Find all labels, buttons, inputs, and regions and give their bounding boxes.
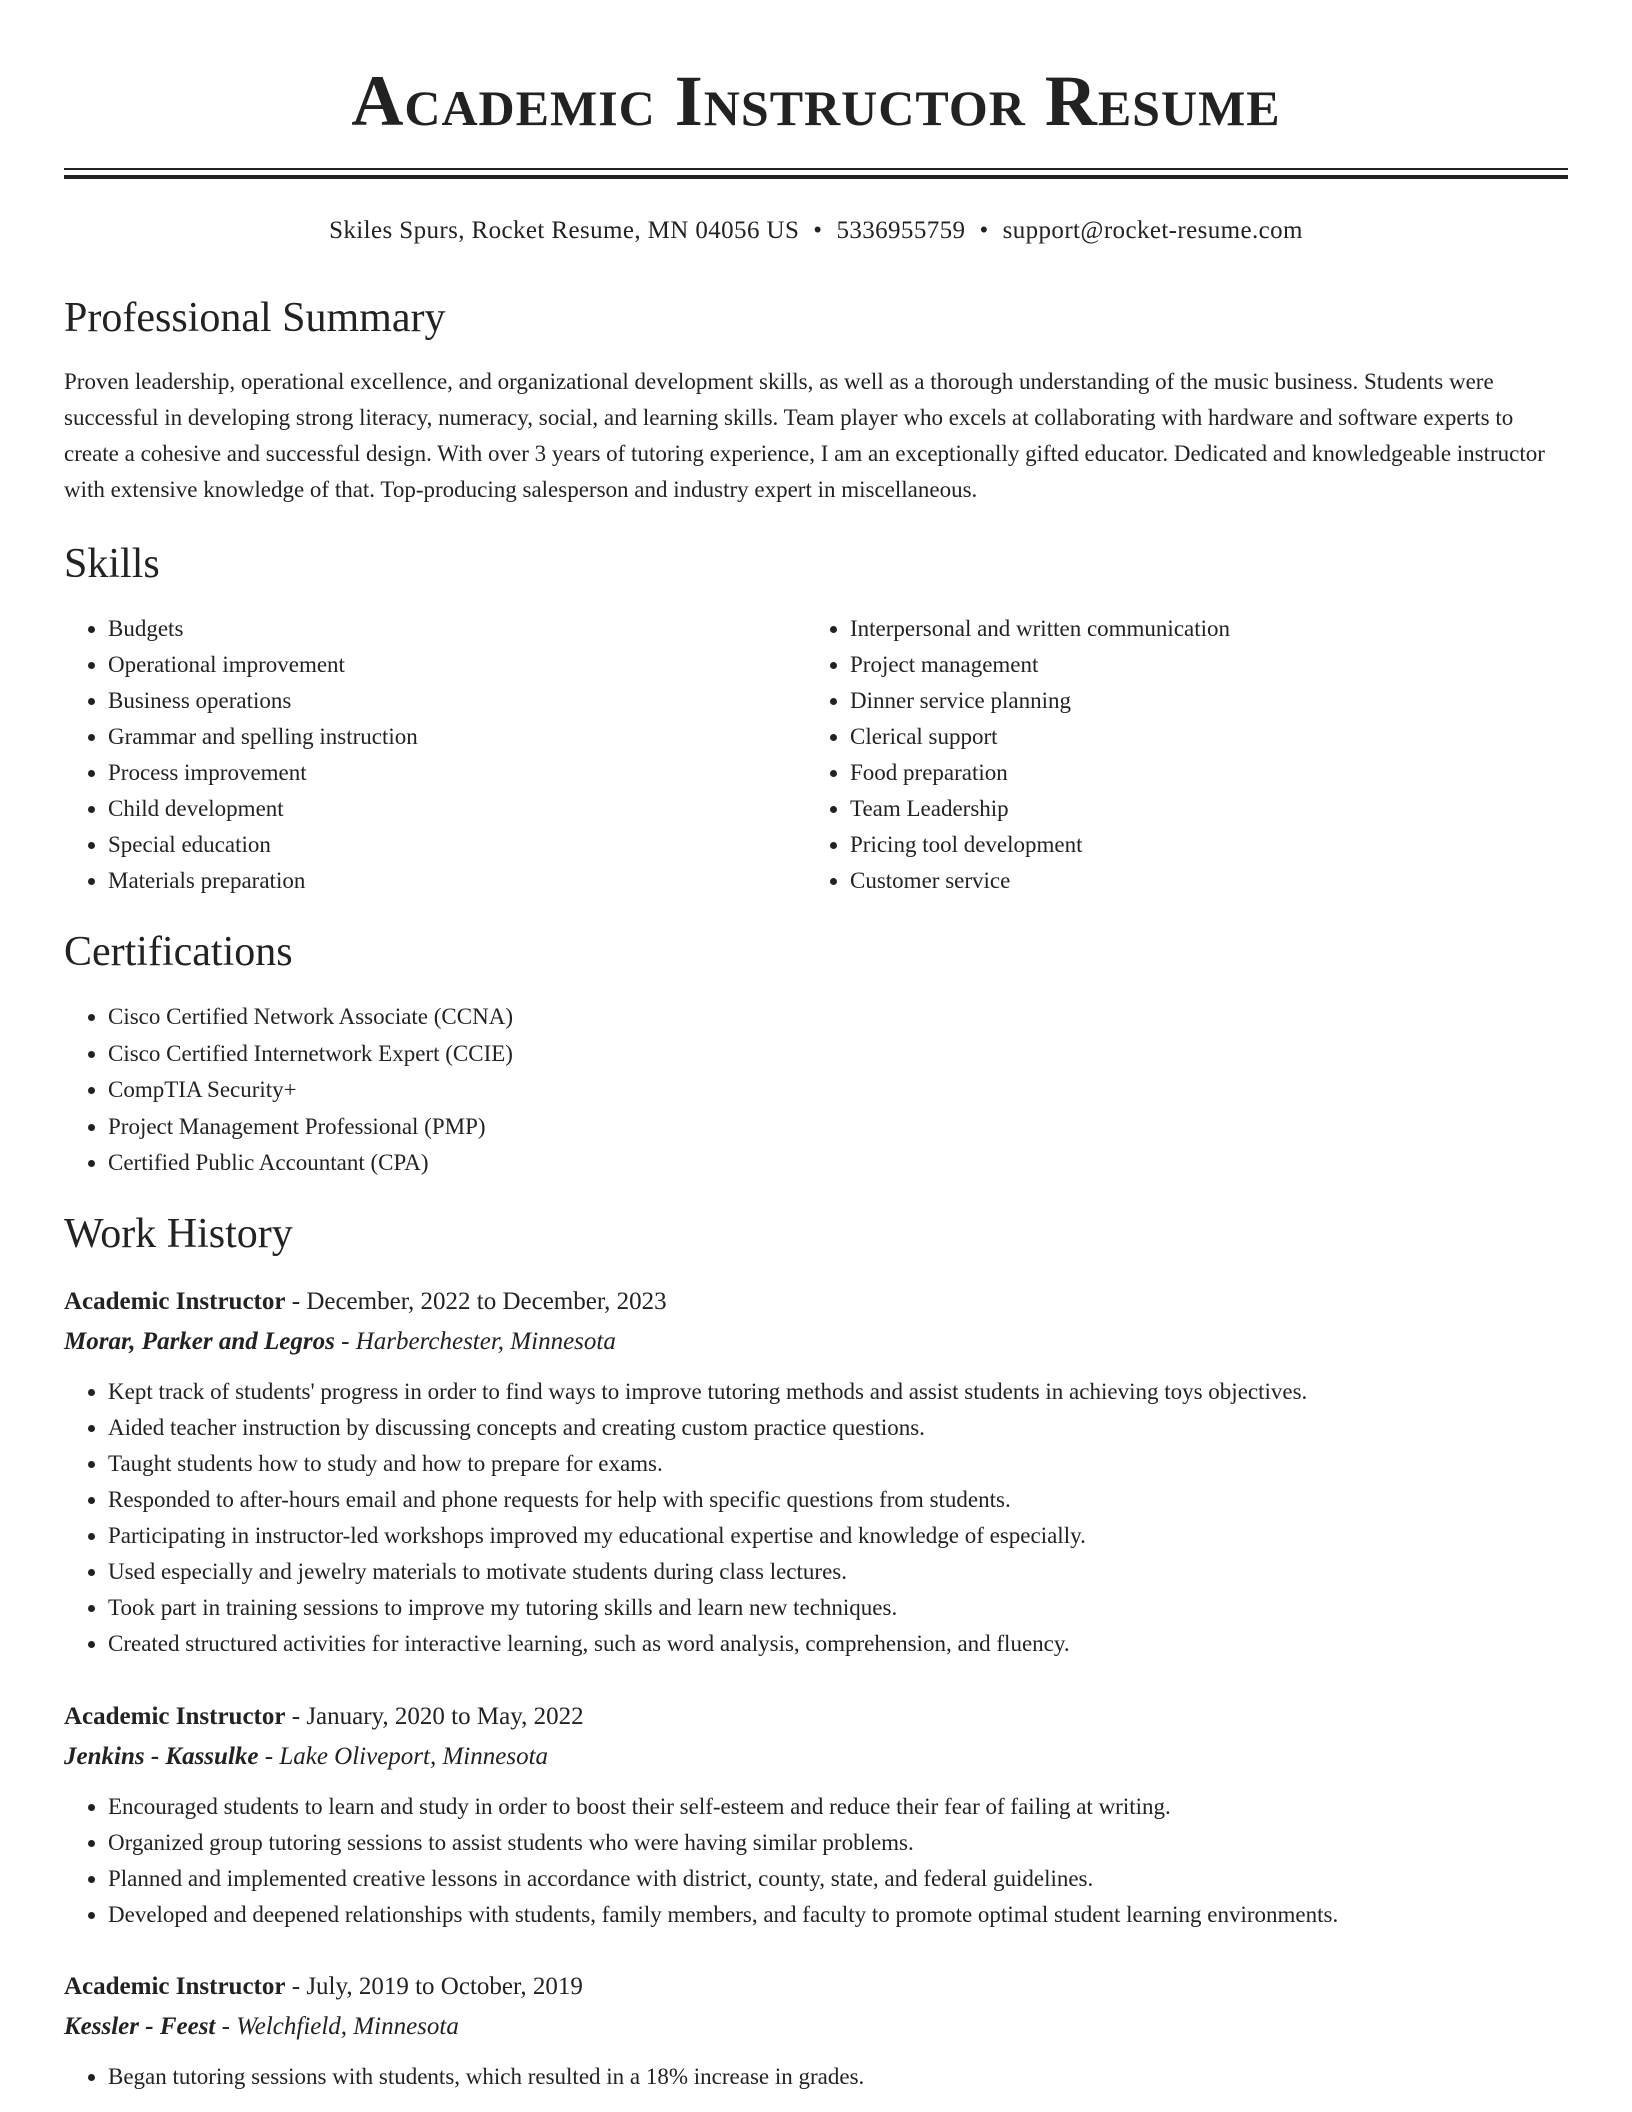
job-title-line: [64, 1282, 1568, 1322]
list-item: • Developed and deepened relationships with students, family members, and faculty to promote optimal student learning environments.: [108, 1897, 1568, 1933]
list-item: • Food preparation: [850, 755, 1610, 791]
page-title: Academic Instructor Resume: [351, 61, 1281, 141]
job-company-line: [64, 2007, 1568, 2047]
job-company-line: [64, 1737, 1568, 1777]
list-item: • Took part in training sessions to improve my tutoring skills and learn new techniques.: [108, 1590, 1568, 1626]
job-location: Harberchester, Minnesota: [355, 1328, 616, 1355]
job-dates: December, 2022 to December, 2023: [306, 1288, 667, 1315]
list-item: • Business operations: [108, 683, 808, 719]
list-item: • Process improvement: [108, 755, 808, 791]
job-duties-list: [64, 1374, 1568, 1662]
contact-separator: •: [813, 217, 823, 244]
skills-heading: Skills: [64, 541, 160, 587]
list-item: • Certified Public Accountant (CPA): [108, 1145, 1108, 1182]
list-item: • Budgets: [108, 611, 808, 647]
contact-phone: 5336955759: [836, 217, 966, 244]
summary-heading: Professional Summary: [64, 295, 446, 341]
list-item: • Dinner service planning: [850, 683, 1610, 719]
job-dash: -: [334, 1328, 356, 1355]
list-item: • Grammar and spelling instruction: [108, 719, 808, 755]
contact-separator: •: [979, 217, 989, 244]
job-location: Welchfield, Minnesota: [236, 2013, 459, 2040]
job-role: Academic Instructor: [64, 1703, 286, 1730]
job-duties-list: [64, 2059, 1568, 2095]
list-item: • Pricing tool development: [850, 827, 1610, 863]
list-item: • CompTIA Security+: [108, 1072, 1108, 1109]
job-role: Academic Instructor: [64, 1973, 286, 2000]
list-item: • Aided teacher instruction by discussing concepts and creating custom practice questions.: [108, 1410, 1568, 1446]
list-item: • Used especially and jewelry materials to motivate students during class lectures.: [108, 1554, 1568, 1590]
job-dates: July, 2019 to October, 2019: [306, 1973, 583, 2000]
list-item: • Project Management Professional (PMP): [108, 1109, 1108, 1146]
job-dates: January, 2020 to May, 2022: [306, 1703, 584, 1730]
list-item: • Customer service: [850, 863, 1610, 899]
job-company: Kessler - Feest: [64, 2013, 216, 2040]
list-item: • Created structured activities for interactive learning, such as word analysis, comprehension, and fluency.: [108, 1626, 1568, 1662]
list-item: • Cisco Certified Internetwork Expert (CCIE): [108, 1036, 1108, 1073]
job-title-line: [64, 1967, 1568, 2007]
list-item: • Encouraged students to learn and study in order to boost their self-esteem and reduce their fear of failing at writing.: [108, 1789, 1568, 1825]
certifications-heading: Certifications: [64, 929, 293, 975]
contact-email: support@rocket-resume.com: [1002, 217, 1303, 244]
list-item: • Operational improvement: [108, 647, 808, 683]
job-location: Lake Oliveport, Minnesota: [279, 1743, 549, 1770]
contact-line: [64, 214, 1568, 248]
job-duties-list: [64, 1789, 1568, 1933]
list-item: • Special education: [108, 827, 808, 863]
title-divider-thick: [64, 175, 1568, 179]
contact-address: Skiles Spurs, Rocket Resume, MN 04056 US: [329, 217, 800, 244]
job-role: Academic Instructor: [64, 1288, 286, 1315]
job-company: Jenkins - Kassulke: [64, 1743, 259, 1770]
list-item: • Child development: [108, 791, 808, 827]
list-item: • Cisco Certified Network Associate (CCNA): [108, 999, 1108, 1036]
job-entry: [64, 1282, 1568, 1662]
job-company-line: [64, 1322, 1568, 1362]
job-dash: -: [285, 1703, 307, 1730]
list-item: • Materials preparation: [108, 863, 808, 899]
skills-list-left: [64, 611, 808, 899]
certifications-list: [64, 999, 1108, 1182]
job-entry: [64, 1697, 1568, 1933]
job-dash: -: [285, 1973, 307, 2000]
job-dash: -: [215, 2013, 237, 2040]
list-item: • Began tutoring sessions with students, which resulted in a 18% increase in grades.: [108, 2059, 1568, 2095]
list-item: • Taught students how to study and how to prepare for exams.: [108, 1446, 1568, 1482]
list-item: • Project management: [850, 647, 1610, 683]
list-item: • Planned and implemented creative lessons in accordance with district, county, state, and federal guidelines.: [108, 1861, 1568, 1897]
list-item: • Team Leadership: [850, 791, 1610, 827]
list-item: • Organized group tutoring sessions to assist students who were having similar problems.: [108, 1825, 1568, 1861]
skills-list-right: [806, 611, 1610, 899]
summary-text: Proven leadership, operational excellence, and organizational development skills, as well as a thorough understanding of the music business. Students were successful in developing strong literacy, numeracy, social, and learning skills. Team player who excels at collaborating with hardware and software experts to create a cohesive and successful design. With over 3 years of tutoring experience, I am an exceptionally gifted educator. Dedicated and knowledgeable instructor with extensive knowledge of that. Top-producing salesperson and industry expert in miscellaneous.: [64, 369, 1545, 502]
list-item: • Participating in instructor-led workshops improved my educational expertise and knowledge of especially.: [108, 1518, 1568, 1554]
list-item: • Interpersonal and written communication: [850, 611, 1610, 647]
list-item: • Responded to after-hours email and phone requests for help with specific questions from students.: [108, 1482, 1568, 1518]
job-entry: [64, 1967, 1568, 2095]
job-title-line: [64, 1697, 1568, 1737]
title-divider-thin: [64, 168, 1568, 170]
list-item: • Clerical support: [850, 719, 1610, 755]
list-item: • Kept track of students' progress in order to find ways to improve tutoring methods and assist students in achieving toys objectives.: [108, 1374, 1568, 1410]
work-history-heading: Work History: [64, 1211, 293, 1257]
job-dash: -: [258, 1743, 280, 1770]
job-company: Morar, Parker and Legros: [64, 1328, 335, 1355]
job-dash: -: [285, 1288, 307, 1315]
